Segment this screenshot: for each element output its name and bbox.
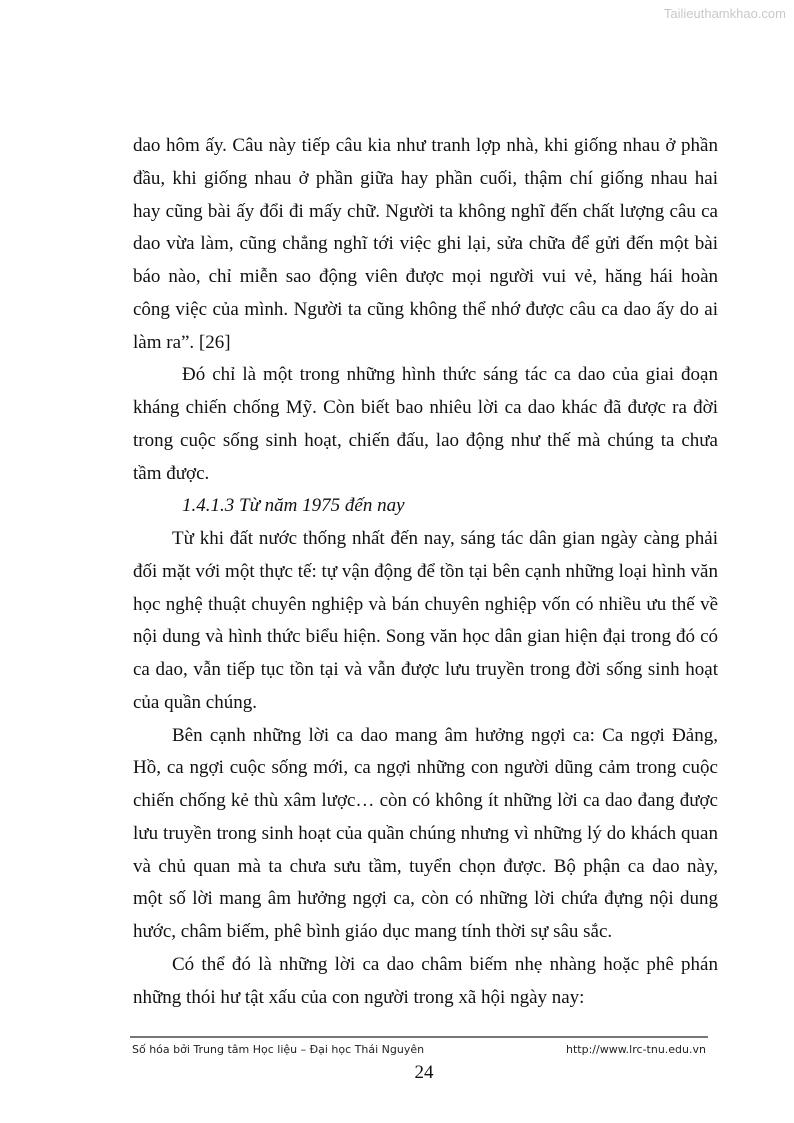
paragraph [133,720,718,949]
text-line: kháng chiến chống Mỹ. Còn biết bao nhiêu lời ca dao khác đã được ra đời [133,397,718,418]
text-line: tầm được. [133,462,210,484]
text-line: chiến chống kẻ thù xâm lược… còn có không ít những lời ca dao đang được [133,790,718,811]
text-line: dao hôm ấy. Câu này tiếp câu kia như tranh lợp nhà, khi giống nhau ở phần [133,135,718,156]
text-line: làm ra”. [26] [133,331,231,353]
text-line: đối mặt với một thực tế: tự vận động để tồn tại bên cạnh những loại hình văn [133,560,718,582]
text-line: học nghệ thuật chuyên nghiệp và bán chuyên nghiệp vốn có nhiều ưu thế về [133,593,718,615]
text-line: hước, châm biếm, phê bình giáo dục mang tính thời sự sâu sắc. [133,921,613,942]
paragraph [133,359,718,490]
text-line: Hồ, ca ngợi cuộc sống mới, ca ngợi những con người dũng cảm trong cuộc [133,757,718,779]
text-line: Có thể đó là những lời ca dao châm biếm nhẹ nhàng hoặc phê phán [172,953,718,975]
watermark: Tailieuthamkhao.com [663,6,786,21]
text-line: dao vừa làm, cũng chẳng nghĩ tới việc ghi lại, sửa chữa để gửi đến một bài [133,233,718,255]
paragraph [133,130,718,359]
footer-source: Số hóa bởi Trung tâm Học liệu – Đại học Thái Nguyên [132,1043,425,1056]
text-line: ca dao, vẫn tiếp tục tồn tại và vẫn được lưu truyền trong đời sống sinh hoạt [133,659,718,680]
page-number: 24 [414,1062,434,1083]
text-line: hay cũng bài ấy đổi đi mấy chữ. Người ta không nghĩ đến chất lượng câu ca [133,200,718,222]
text-line: Từ khi đất nước thống nhất đến nay, sáng tác dân gian ngày càng phải [172,528,718,549]
text-line: của quần chúng. [133,691,257,713]
section-heading: 1.4.1.3 Từ năm 1975 đến nay [182,495,405,517]
text-line: Đó chỉ là một trong những hình thức sáng tác ca dao của giai đoạn [182,364,718,386]
text-line: báo nào, chỉ miễn sao động viên được mọi người vui vẻ, hăng hái hoàn [133,266,718,287]
footer-divider [130,1036,708,1038]
text-line: Bên cạnh những lời ca dao mang âm hưởng ngợi ca: Ca ngợi Đảng, [172,724,718,746]
text-line: những thói hư tật xấu của con người trong xã hội ngày nay: [133,986,585,1008]
text-line: công việc của mình. Người ta cũng không thể nhớ được câu ca dao ấy do ai [133,298,718,320]
paragraph [133,523,718,720]
text-line: một số lời mang âm hưởng ngợi ca, còn có những lời chứa đựng nội dung [133,888,718,910]
text-line: đầu, khi giống nhau ở phần giữa hay phần cuối, thậm chí giống nhau hai [133,167,718,189]
text-line: và chủ quan mà ta chưa sưu tầm, tuyển chọn được. Bộ phận ca dao này, [133,855,718,877]
text-line: trong cuộc sống sinh hoạt, chiến đấu, lao động như thế mà chúng ta chưa [133,429,718,451]
text-line: nội dung và hình thức biểu hiện. Song văn học dân gian hiện đại trong đó có [133,626,718,648]
document-body [133,130,718,1014]
text-line: lưu truyền trong sinh hoạt của quần chúng nhưng vì những lý do khách quan [133,822,718,844]
paragraph [133,949,718,1015]
footer-url[interactable]: http://www.lrc-tnu.edu.vn [566,1043,706,1056]
